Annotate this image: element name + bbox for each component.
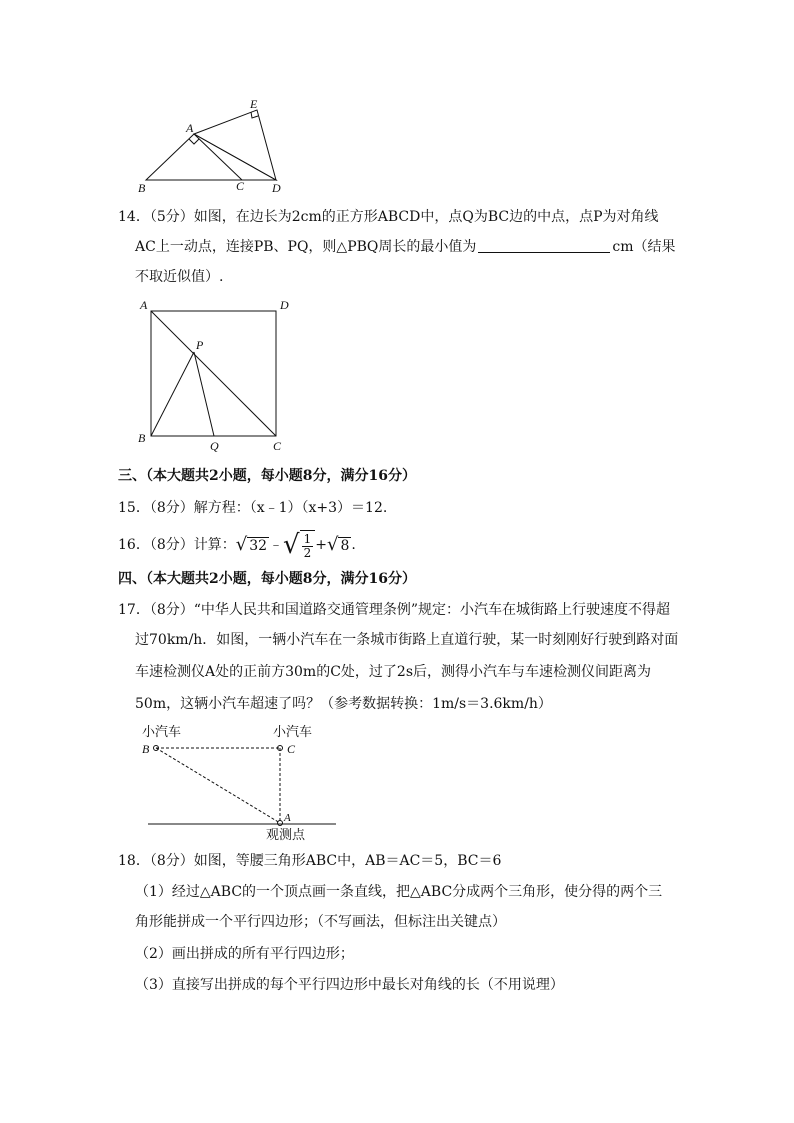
q18-line-2: （1）经过△ABC的一个顶点画一条直线，把△ABC分成两个三角形，使分得的两个三 [135, 884, 663, 900]
sqrt-32: √ 32 [235, 534, 268, 555]
right-angle-mark-a [189, 139, 199, 144]
car-left-label: 小汽车 [142, 725, 182, 740]
q14-line-1: 14．（5分）如图，在边长为2cm的正方形ABCD中，点Q为BC边的中点，点P为对角线 [118, 209, 659, 225]
segment-pb [151, 352, 194, 436]
point-a [278, 821, 283, 826]
q14-line-3: 不取近似值）. [135, 269, 224, 285]
label-p: P [196, 338, 204, 352]
label-a: A [284, 812, 291, 824]
q14-line-2-text: AC上一动点，连接PB、PQ，则△PBQ周长的最小值为 [135, 239, 477, 255]
figure-14-square [130, 296, 300, 456]
diagonal-ac [151, 311, 276, 436]
label-a: A [140, 298, 148, 312]
section-4-heading: 四、（本大题共2小题，每小题8分，满分16分） [118, 571, 416, 587]
sqrt-8: √ 8 [327, 534, 350, 555]
right-angle-mark-e [251, 112, 258, 118]
figure-17-road [140, 720, 350, 845]
triangle-ade [194, 110, 276, 180]
label-d: D [272, 181, 281, 195]
sqrt-half: √ $\frac{1}{2}$ [283, 530, 315, 560]
q17-line-3: 车速检测仪A处的正前方30m的C处，过了2s后，测得小汽车与车速检测仪间距离为 [135, 664, 652, 680]
label-b: B [138, 181, 146, 195]
label-c: C [236, 179, 245, 193]
triangle-abd [146, 134, 276, 180]
segment-ba [156, 748, 280, 823]
plus-sign: + [315, 537, 327, 553]
label-b: B [138, 431, 146, 445]
car-right-label: 小汽车 [273, 725, 313, 740]
q16: 16．（8分）计算： √ 32 ﹣ √ $\frac{1}{2}$ + √ 8 . [118, 530, 356, 560]
q14-line-2 [135, 237, 676, 257]
answer-blank[interactable] [478, 238, 610, 253]
figure-13-diagram [130, 96, 300, 196]
label-a: A [186, 121, 194, 135]
label-e: E [250, 97, 258, 111]
q18-line-5: （3）直接写出拼成的每个平行四边形中最长对角线的长（不用说理） [135, 977, 564, 993]
label-d: D [280, 298, 289, 312]
q18-line-1: 18．（8分）如图，等腰三角形ABC中，AB＝AC＝5，BC＝6 [118, 853, 502, 869]
minus-sign: ﹣ [269, 537, 284, 553]
label-c: C [287, 742, 296, 756]
label-b: B [142, 742, 150, 756]
label-c: C [273, 439, 282, 453]
section-3-heading: 三、（本大题共2小题，每小题8分，满分16分） [118, 468, 416, 484]
q18-line-3: 角形能拼成一个平行四边形；（不写画法，但标注出关键点） [135, 914, 506, 930]
q16-prefix: 16．（8分）计算： [118, 537, 236, 553]
q15: 15．（8分）解方程：（x﹣1）（x+3）＝12. [118, 500, 388, 516]
q14-line-2-end: cm（结果 [612, 239, 676, 255]
q17-line-1: 17．（8分）“中华人民共和国道路交通管理条例”规定：小汽车在城街路上行驶速度不得超 [118, 602, 671, 618]
label-q: Q [210, 439, 219, 453]
q17-line-4: 50m，这辆小汽车超速了吗？（参考数据转换：1m/s＝3.6km/h） [135, 696, 552, 712]
observation-point-label: 观测点 [266, 828, 306, 843]
q17-line-2: 过70km/h．如图，一辆小汽车在一条城市街路上直道行驶，某一时刻刚好行驶到路对面 [135, 632, 679, 648]
q18-line-4: （2）画出拼成的所有平行四边形； [135, 946, 354, 962]
